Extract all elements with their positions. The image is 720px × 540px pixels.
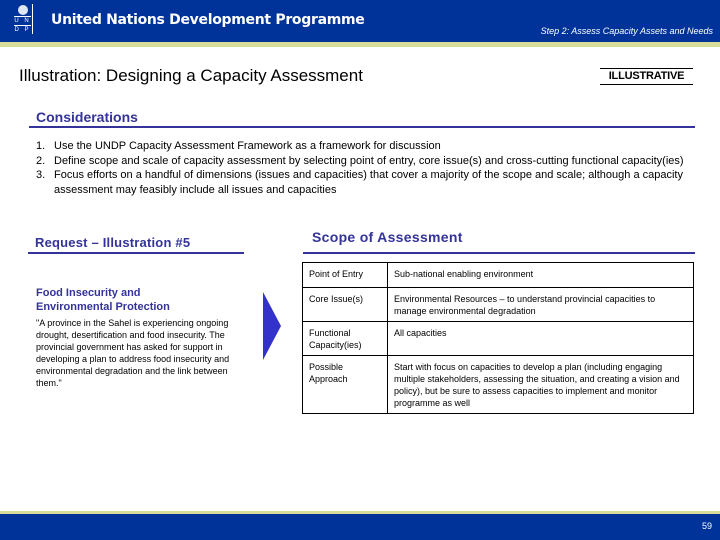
row-value: Sub-national enabling environment bbox=[388, 263, 694, 288]
scope-title: Scope of Assessment bbox=[312, 229, 463, 245]
undp-logo bbox=[14, 4, 33, 34]
header-bar bbox=[0, 0, 720, 42]
list-item bbox=[36, 168, 706, 197]
case-title-line2: Environmental Protection bbox=[36, 301, 170, 313]
row-label: Possible Approach bbox=[303, 356, 388, 414]
row-label: Functional Capacity(ies) bbox=[303, 322, 388, 356]
scope-table bbox=[302, 262, 694, 414]
page-number: 59 bbox=[701, 521, 712, 531]
list-number: 3. bbox=[36, 169, 46, 181]
logo-letters bbox=[14, 16, 31, 34]
scope-divider bbox=[303, 252, 695, 254]
case-title-line1: Food Insecurity and bbox=[36, 287, 141, 299]
case-quote: "A province in the Sahel is experiencing ongoing drought, desertification and food insecurity. The provincial government has asked for support in developing a plan to address food insecurity and environmental degradation and the link between them." bbox=[36, 318, 230, 388]
considerations-list bbox=[36, 139, 706, 197]
request-divider bbox=[28, 252, 244, 254]
org-name: United Nations Development Programme bbox=[51, 12, 365, 28]
row-label: Point of Entry bbox=[303, 263, 388, 288]
request-title: Request – Illustration #5 bbox=[35, 235, 191, 250]
table-row bbox=[303, 288, 694, 322]
footer-bar bbox=[0, 514, 720, 540]
table-row bbox=[303, 356, 694, 414]
chevron-right-icon bbox=[263, 292, 281, 360]
list-item bbox=[36, 139, 706, 154]
un-globe-icon bbox=[18, 5, 28, 15]
row-value: All capacities bbox=[388, 322, 694, 356]
list-text: Define scope and scale of capacity assessment by selecting point of entry, core issue(s) and cross-cutting functional capacity(ies) bbox=[54, 154, 684, 167]
logo-letters-top: U N bbox=[14, 18, 31, 24]
step-label: Step 2: Assess Capacity Assets and Needs bbox=[540, 26, 713, 36]
considerations-divider bbox=[29, 126, 695, 128]
row-label: Core Issue(s) bbox=[303, 288, 388, 322]
header-stripe bbox=[0, 42, 720, 47]
row-value: Start with focus on capacities to develop a plan (including engaging multiple stakeholders, assessing the situation, and creating a vision and policy), but be sure to assess capacities to implement and monitor programme as well bbox=[388, 356, 694, 414]
illustrative-badge: ILLUSTRATIVE bbox=[600, 68, 693, 85]
list-text: Use the UNDP Capacity Assessment Framework as a framework for discussion bbox=[54, 140, 441, 152]
list-text: Focus efforts on a handful of dimensions (issues and capacities) that cover a majority of the scope and scale; although a capacity assessment may feasibly include all issues and capacities bbox=[54, 169, 683, 196]
row-value: Environmental Resources – to understand provincial capacities to manage environmental degradation bbox=[388, 288, 694, 322]
list-number: 2. bbox=[36, 154, 46, 167]
considerations-title: Considerations bbox=[36, 109, 138, 125]
table-row bbox=[303, 322, 694, 356]
page-title: Illustration: Designing a Capacity Assessment bbox=[19, 66, 363, 85]
case-title bbox=[36, 286, 170, 314]
list-item bbox=[36, 154, 706, 169]
logo-letters-bottom: D P bbox=[14, 27, 31, 33]
list-number: 1. bbox=[36, 140, 46, 152]
table-row bbox=[303, 263, 694, 288]
